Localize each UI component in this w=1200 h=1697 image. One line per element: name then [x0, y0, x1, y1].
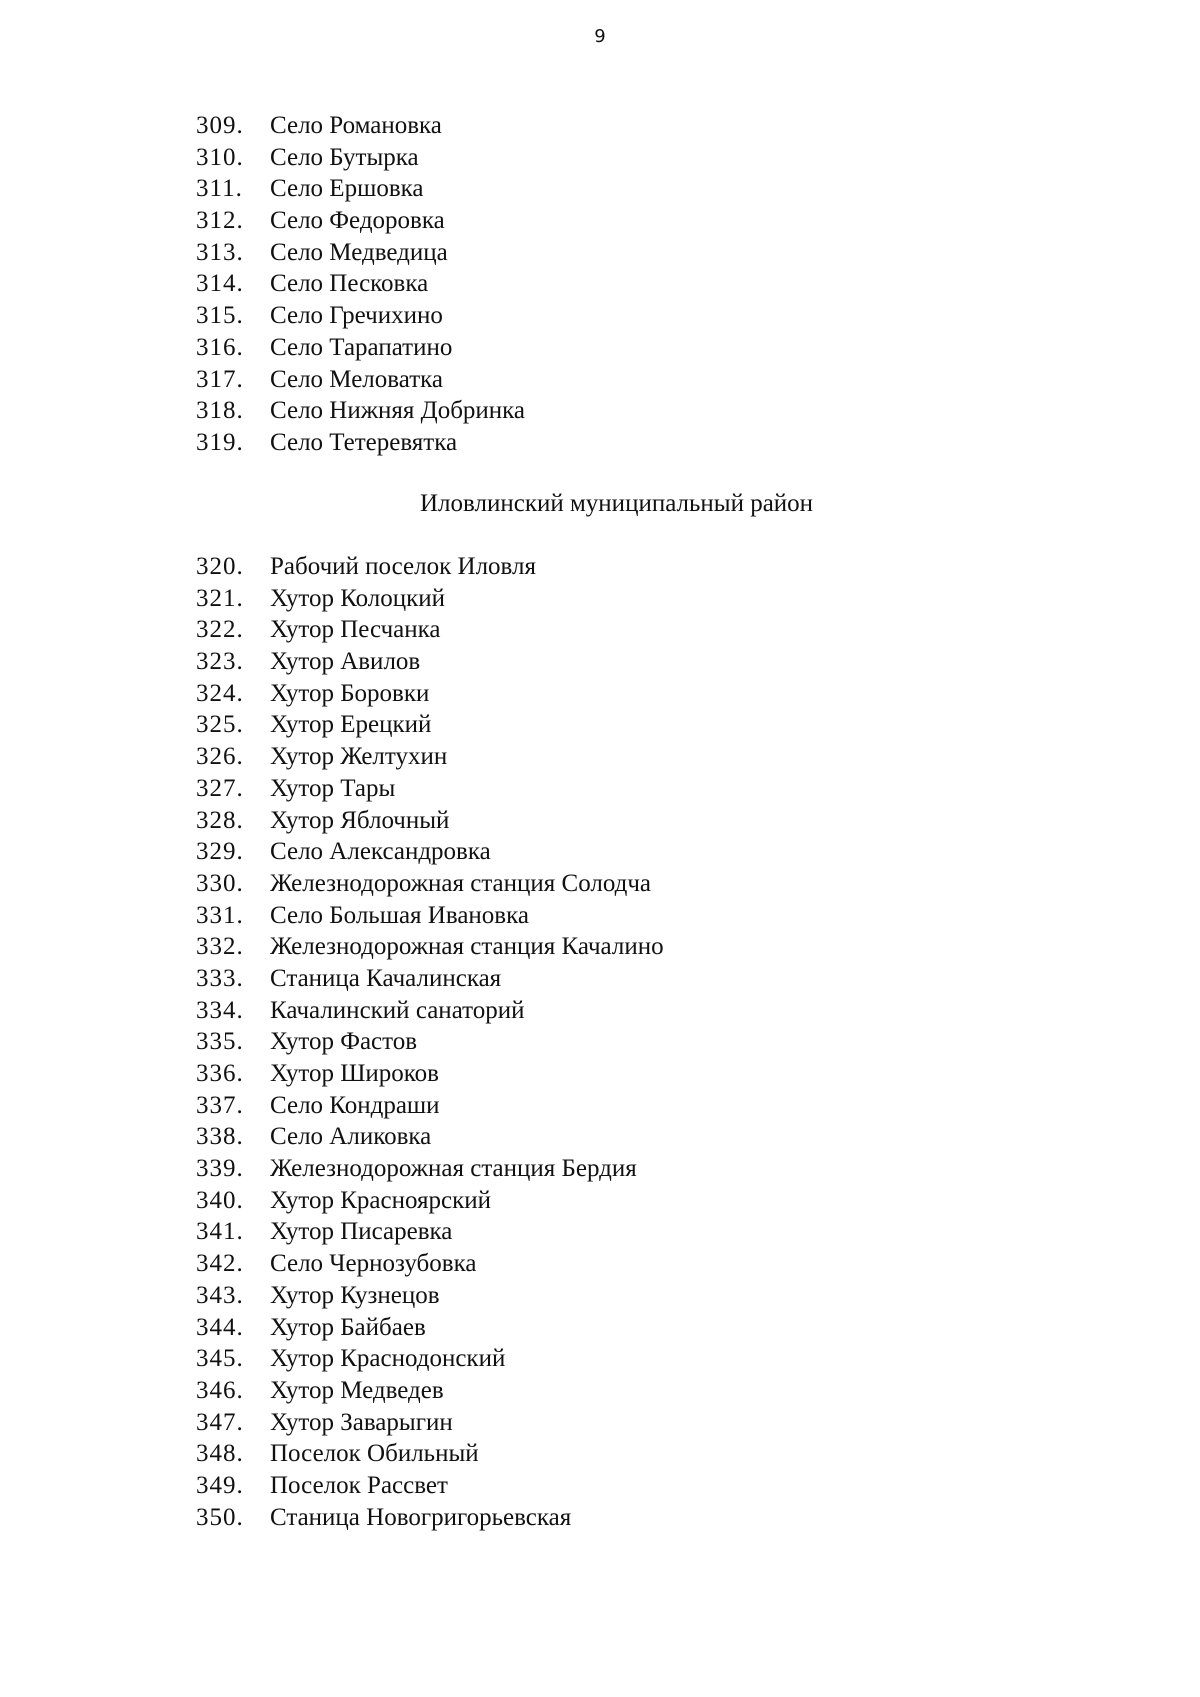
- settlement-name: Хутор Писаревка: [270, 1218, 453, 1246]
- item-number: 348.: [196, 1440, 244, 1468]
- list-item: [196, 583, 664, 615]
- settlement-name: Село Нижняя Добринка: [270, 397, 526, 425]
- settlement-name: Хутор Желтухин: [270, 743, 448, 771]
- settlement-name: Село Аликовка: [270, 1123, 432, 1151]
- item-number: 350.: [196, 1503, 244, 1531]
- list-item: [196, 551, 664, 583]
- settlement-name: Станица Новогригорьевская: [270, 1503, 572, 1531]
- page-number: 9: [594, 26, 606, 47]
- settlement-name: Хутор Яблочный: [270, 806, 450, 834]
- item-number: 343.: [196, 1281, 244, 1309]
- section-heading: Иловлинский муниципальный район: [420, 490, 814, 517]
- item-number: 344.: [196, 1313, 244, 1341]
- settlement-name: Хутор Кузнецов: [270, 1281, 440, 1309]
- list-item: [196, 1121, 664, 1153]
- item-number: 340.: [196, 1186, 244, 1214]
- list-item: [196, 142, 525, 174]
- item-number: 318.: [196, 397, 244, 425]
- list-item: [196, 1090, 664, 1122]
- settlement-list: [196, 110, 525, 459]
- item-number: 310.: [196, 143, 244, 171]
- item-number: 322.: [196, 616, 244, 644]
- settlement-name: Село Тарапатино: [270, 333, 453, 361]
- settlement-name: Хутор Фастов: [270, 1028, 418, 1056]
- list-item: [196, 427, 525, 459]
- item-number: 346.: [196, 1376, 244, 1404]
- settlement-name: Поселок Обильный: [270, 1440, 479, 1468]
- list-item: [196, 836, 664, 868]
- item-number: 320.: [196, 553, 244, 580]
- settlement-name: Хутор Ерецкий: [270, 711, 432, 739]
- item-number: 312.: [196, 207, 244, 235]
- list-item: [196, 332, 525, 364]
- list-item: [196, 963, 664, 995]
- list-item: [196, 1407, 664, 1439]
- item-number: 331.: [196, 901, 244, 929]
- settlement-name: Хутор Красноярский: [270, 1186, 491, 1214]
- item-number: 326.: [196, 743, 244, 771]
- settlement-name: Хутор Широков: [270, 1060, 439, 1087]
- list-item: [196, 741, 664, 773]
- item-number: 342.: [196, 1250, 244, 1278]
- list-item: [196, 1343, 664, 1375]
- list-item: [196, 205, 525, 237]
- settlement-name: Железнодорожная станция Качалино: [270, 933, 664, 961]
- item-number: 338.: [196, 1123, 244, 1151]
- list-item: [196, 1216, 664, 1248]
- settlement-name: Железнодорожная станция Солодча: [270, 869, 652, 897]
- item-number: 309.: [196, 112, 244, 139]
- settlement-name: Село Тетеревятка: [270, 428, 458, 456]
- item-number: 337.: [196, 1091, 244, 1119]
- list-item: [196, 364, 525, 396]
- settlement-name: Село Бутырка: [270, 143, 419, 171]
- item-number: 335.: [196, 1028, 244, 1056]
- settlement-name: Поселок Рассвет: [270, 1471, 448, 1499]
- list-item: [196, 1248, 664, 1280]
- list-item: [196, 995, 664, 1027]
- settlement-name: Рабочий поселок Иловля: [270, 553, 537, 580]
- list-item: [196, 900, 664, 932]
- item-number: 330.: [196, 869, 244, 897]
- list-item: [196, 773, 664, 805]
- item-number: 333.: [196, 964, 244, 992]
- settlement-name: Село Большая Ивановка: [270, 901, 529, 929]
- item-number: 314.: [196, 270, 244, 298]
- item-number: 328.: [196, 806, 244, 834]
- list-item: [196, 1185, 664, 1217]
- list-item: [196, 268, 525, 300]
- settlement-name: Хутор Тары: [270, 774, 396, 802]
- item-number: 325.: [196, 711, 244, 739]
- settlement-name: Село Медведица: [270, 238, 448, 266]
- item-number: 334.: [196, 996, 244, 1024]
- item-number: 339.: [196, 1155, 244, 1183]
- settlement-name: Станица Качалинская: [270, 964, 502, 992]
- settlement-name: Село Песковка: [270, 270, 429, 298]
- list-item: [196, 395, 525, 427]
- settlement-name: Село Федоровка: [270, 207, 445, 235]
- list-item: [196, 237, 525, 269]
- item-number: 336.: [196, 1060, 244, 1087]
- item-number: 327.: [196, 774, 244, 802]
- settlement-name: Село Гречихино: [270, 302, 443, 330]
- settlement-name: Село Ершовка: [270, 175, 424, 203]
- list-item: [196, 868, 664, 900]
- settlement-name: Село Кондраши: [270, 1091, 440, 1119]
- list-item: [196, 1153, 664, 1185]
- item-number: 317.: [196, 365, 244, 393]
- settlement-name: Качалинский санаторий: [270, 996, 525, 1024]
- item-number: 345.: [196, 1345, 244, 1373]
- list-item: [196, 805, 664, 837]
- list-item: [196, 1438, 664, 1470]
- settlement-name: Хутор Байбаев: [270, 1313, 426, 1341]
- item-number: 341.: [196, 1218, 244, 1246]
- item-number: 315.: [196, 302, 244, 330]
- list-item: [196, 1280, 664, 1312]
- item-number: 311.: [196, 175, 243, 203]
- list-item: [196, 709, 664, 741]
- settlement-name: Хутор Краснодонский: [270, 1345, 506, 1373]
- settlement-name: Село Чернозубовка: [270, 1250, 477, 1278]
- item-number: 316.: [196, 333, 244, 361]
- settlement-name: Хутор Авилов: [270, 648, 421, 676]
- list-item: [196, 110, 525, 142]
- settlement-name: Хутор Заварыгин: [270, 1408, 453, 1436]
- item-number: 347.: [196, 1408, 244, 1436]
- list-item: [196, 1312, 664, 1344]
- list-item: [196, 931, 664, 963]
- list-item: [196, 300, 525, 332]
- list-item: [196, 678, 664, 710]
- settlement-name: Хутор Колоцкий: [270, 584, 446, 612]
- list-item: [196, 1470, 664, 1502]
- item-number: 323.: [196, 648, 244, 676]
- settlement-name: Хутор Медведев: [270, 1376, 444, 1404]
- list-item: [196, 614, 664, 646]
- settlement-name: Село Романовка: [270, 112, 442, 139]
- item-number: 321.: [196, 584, 244, 612]
- list-item: [196, 646, 664, 678]
- settlement-list: [196, 551, 664, 1533]
- list-item: [196, 1375, 664, 1407]
- list-item: [196, 173, 525, 205]
- list-item: [196, 1502, 664, 1534]
- settlement-name: Железнодорожная станция Бердия: [270, 1155, 637, 1183]
- item-number: 349.: [196, 1471, 244, 1499]
- item-number: 313.: [196, 238, 244, 266]
- list-item: [196, 1058, 664, 1090]
- settlement-name: Хутор Песчанка: [270, 616, 441, 644]
- item-number: 332.: [196, 933, 244, 961]
- settlement-name: Село Меловатка: [270, 365, 443, 393]
- settlement-name: Село Александровка: [270, 838, 491, 866]
- item-number: 324.: [196, 679, 244, 707]
- item-number: 329.: [196, 838, 244, 866]
- list-item: [196, 1026, 664, 1058]
- item-number: 319.: [196, 428, 244, 456]
- settlement-name: Хутор Боровки: [270, 679, 430, 707]
